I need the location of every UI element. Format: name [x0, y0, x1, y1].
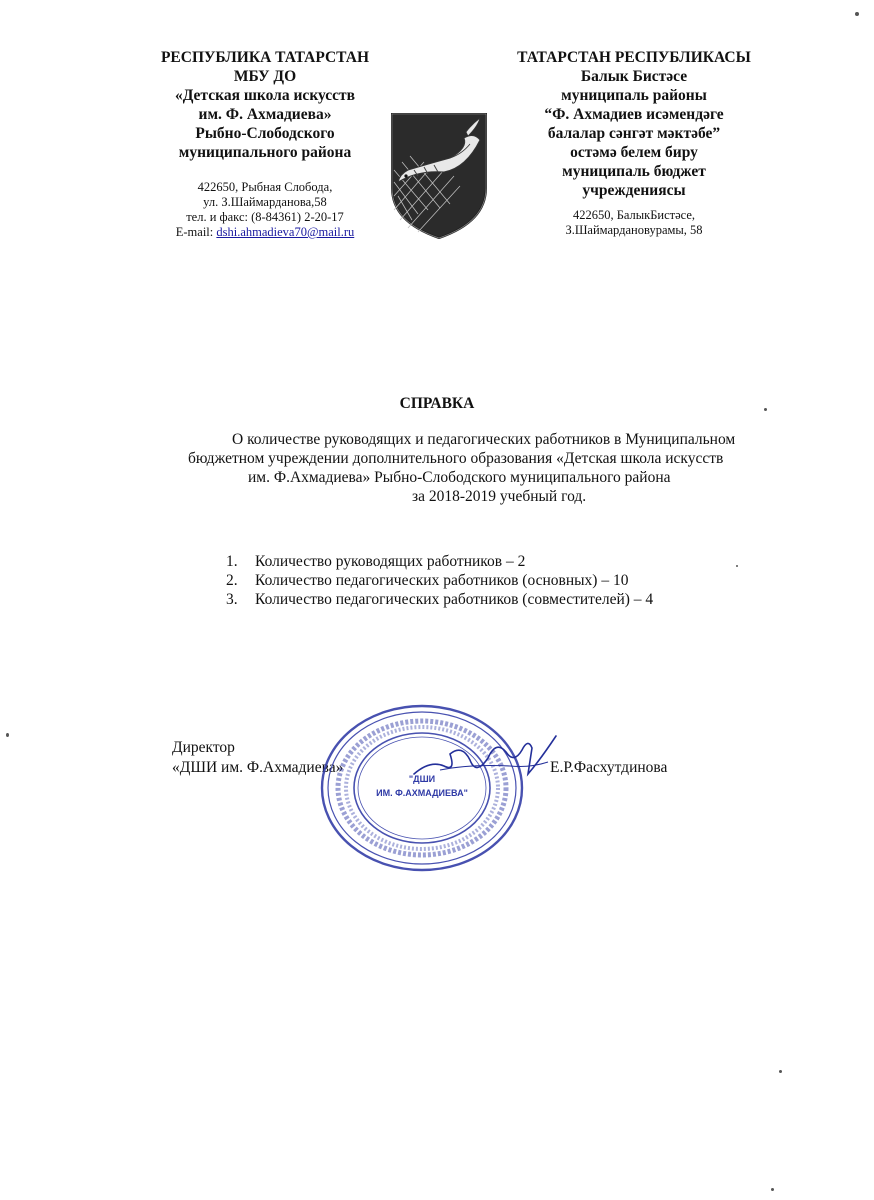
subject-line1: О количестве руководящих и педагогических работников в Муниципальном [232, 431, 736, 448]
header-left-line1: РЕСПУБЛИКА ТАТАРСТАН [160, 49, 370, 66]
header-right-address1: 422650, БалыкБистәсе, [572, 208, 696, 222]
scan-speck [764, 408, 767, 411]
header-right-line8: учреждениясы [582, 182, 686, 199]
email-label: E-mail: [175, 225, 214, 239]
header-left-phone: тел. и факс: (8-84361) 2-20-17 [186, 210, 344, 224]
subject-line3: им. Ф.Ахмадиева» Рыбно-Слободского муниципального района [248, 469, 671, 486]
stamp-text-line2: ИМ. Ф.АХМАДИЕВА" [376, 788, 468, 798]
header-right-line3: муниципаль районы [561, 87, 707, 104]
signer-organization: «ДШИ им. Ф.Ахмадиева» [172, 759, 344, 776]
document-title: СПРАВКА [399, 395, 475, 412]
header-right-line7: муниципаль бюджет [562, 163, 706, 180]
scan-speck [736, 565, 738, 567]
header-right-line5: балалар сәнгәт мәктәбе” [547, 125, 721, 142]
header-left-email-row [140, 225, 390, 240]
handwritten-signature-icon [410, 730, 560, 790]
scan-speck [6, 733, 9, 737]
header-right [497, 48, 771, 238]
header-left-address1: 422650, Рыбная Слобода, [197, 180, 333, 194]
coat-of-arms-icon [388, 110, 490, 242]
subject-line2: бюджетном учреждении дополнительного образования «Детская школа искусств [188, 450, 724, 467]
header-right-line4: “Ф. Ахмадиев исәмендәге [544, 106, 724, 123]
header-left-line4: им. Ф. Ахмадиева» [198, 106, 332, 123]
signer-position: Директор [172, 739, 235, 756]
list-item: 1. Количество руководящих работников – 2 [226, 553, 526, 570]
header-right-line2: Балык Бистәсе [580, 68, 688, 85]
staff-count-list [226, 552, 653, 609]
email-link[interactable]: dshi.ahmadieva70@mail.ru [216, 225, 355, 239]
list-item: 2. Количество педагогических работников (основных) – 10 [226, 572, 629, 589]
scan-speck [779, 1070, 782, 1073]
header-left-line5: Рыбно-Слободского [195, 125, 335, 142]
header-left-line2: МБУ ДО [233, 68, 297, 85]
document-subject [170, 430, 810, 506]
header-right-line1: ТАТАРСТАН РЕСПУБЛИКАСЫ [517, 49, 751, 66]
list-item: 3. Количество педагогических работников (совместителей) – 4 [226, 591, 654, 608]
header-right-address2: З.Шаймардановурамы, 58 [565, 223, 703, 237]
scan-speck [771, 1188, 774, 1191]
stamp-text-line1: "ДШИ [408, 774, 436, 784]
subject-line4: за 2018-2019 учебный год. [412, 488, 587, 505]
header-right-line6: остәмә белем биру [570, 144, 698, 161]
header-left-line3: «Детская школа искусств [174, 87, 356, 104]
header-left-address2: ул. З.Шаймарданова,58 [203, 195, 327, 209]
signer-name: Е.Р.Фасхутдинова [550, 759, 668, 776]
header-left-line6: муниципального района [178, 144, 352, 161]
scan-speck [855, 12, 859, 16]
header-left [140, 48, 390, 240]
